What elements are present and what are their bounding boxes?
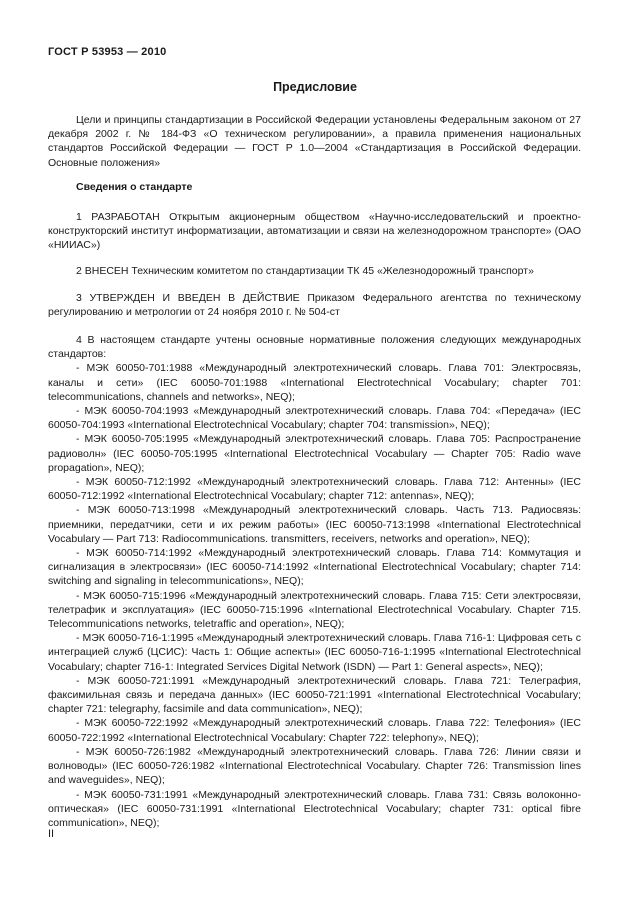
item-3-paragraph: 3 УТВЕРЖДЕН И ВВЕДЕН В ДЕЙСТВИЕ Приказом Федерального агентства по техническому регулированию и метрологии от 24 ноября 2010 г. № 504-ст	[48, 292, 581, 319]
standard-list-item: - МЭК 60050-713:1998 «Международный электротехнический словарь. Часть 713. Радиосвязь: приемники, передатчики, сети и их режим работы» (IEC 60050-713:1998 «International Electrotechnical Vocabulary — Part 713: Radiocommunications. transmitters, receivers, networks and operation», NEQ);	[48, 504, 581, 545]
standard-list-item: - МЭК 60050-715:1996 «Международный электротехнический словарь. Глава 715: Сети электросвязи, телетрафик и эксплуатация» (IEC 60050-715:1996 «International Electrotechnical Vocabulary. Chapter 715. Telecommunications networks, teletraffic and operation», NEQ);	[48, 589, 581, 631]
info-heading: Сведения о стандарте	[76, 181, 193, 193]
item-1-block	[48, 210, 581, 253]
standard-list-item: - МЭК 60050-731:1991 «Международный электротехнический словарь. Глава 731: Связь волоконно-оптическая» (IEC 60050-731:1991 «International Electrotechnical Vocabulary; chapter 731: optical fibre communication», NEQ);	[48, 788, 581, 829]
standard-list-item: - МЭК 60050-705:1995 «Международный электротехнический словарь. Глава 705: Распространение радиоволн» (IEC 60050-705:1995 «International Electrotechnical Vocabulary — Chapter 705: Radio wave propagation», NEQ);	[48, 433, 581, 474]
item-4-intro: 4 В настоящем стандарте учтены основные нормативные положения следующих международных стандартов:	[48, 334, 581, 361]
standard-list-item: - МЭК 60050-726:1982 «Международный электротехнический словарь. Глава 726: Линии связи и волноводы» (IEC 60050-726:1982 «International Electrotechnical Vocabulary. Chapter 726: Transmission lines and waveguides», NEQ);	[48, 745, 581, 787]
page-number: II	[48, 828, 55, 840]
item-3-block	[48, 291, 581, 319]
standard-list-item: - МЭК 60050-701:1988 «Международный электротехнический словарь. Глава 701: Электросвязь, каналы и сети» (IEC 60050-701:1988 «International Electrotechnical Vocabulary; chapter 701: telecommunications, channels and networks», NEQ);	[48, 362, 581, 403]
standard-list-item: - МЭК 60050-722:1992 «Международный электротехнический словарь. Глава 722: Телефония» (IEC 60050-722:1992 «International Electrotechnical Vocabulary: Chapter 722: telephony», NEQ);	[48, 717, 581, 744]
item-1-paragraph: 1 РАЗРАБОТАН Открытым акционерным обществом «Научно-исследовательский и проектно-конструкторский институт информатизации, автоматизации и связи на железнодорожном транспорте» (ОАО «НИИАС»)	[48, 211, 581, 252]
item-2-paragraph: 2 ВНЕСЕН Техническим комитетом по стандартизации ТК 45 «Железнодорожный транспорт»	[76, 265, 534, 277]
page-title: Предисловие	[273, 80, 357, 94]
standard-list-item: - МЭК 60050-716-1:1995 «Международный электротехнический словарь. Глава 716-1: Цифровая сеть с интеграцией служб (ЦСИС): Часть 1: Общие аспекты» (IEC 60050-716-1:1995 «International Electrotechnical Vocabulary; chapter 716-1: Integrated Services Digital Network (ISDN) — Part 1: General aspects», NEQ);	[48, 632, 581, 673]
intro-block	[48, 113, 581, 170]
item-4-block	[48, 333, 581, 830]
standard-list-item: - МЭК 60050-704:1993 «Международный электротехнический словарь. Глава 704: «Передача» (IEC 60050-704:1993 «International Electrotechnical Vocabulary; chapter 704: transmission», NEQ);	[48, 405, 581, 432]
standard-list-item: - МЭК 60050-721:1991 «Международный электротехнический словарь. Глава 721: Телеграфия, факсимильная связь и передача данных» (IEC 60050-721:1991 «International Electrotechnical Vocabulary; chapter 721: telegraphy, facsimile and data communication», NEQ);	[48, 674, 581, 716]
item-2-block	[48, 264, 581, 278]
standard-list-item: - МЭК 60050-714:1992 «Международный электротехнический словарь. Глава 714: Коммутация и сигнализация в электросвязи» (IEC 60050-714:1992 «International Electrotechnical Vocabulary; chapter 714: switching and signaling in telecommunications», NEQ);	[48, 547, 581, 588]
intro-paragraph: Цели и принципы стандартизации в Российской Федерации установлены Федеральным законом от 27 декабря 2002 г. № 184-ФЗ «О техническом регулировании», а правила применения национальных стандартов Российской Федерации — ГОСТ Р 1.0—2004 «Стандартизация в Российской Федерации. Основные положения»	[48, 114, 581, 169]
document-header: ГОСТ Р 53953 — 2010	[48, 46, 167, 58]
standard-list-item: - МЭК 60050-712:1992 «Международный электротехнический словарь. Глава 712: Антенны» (IEC 60050-712:1992 «International Electrotechnical Vocabulary; chapter 712: antennas», NEQ);	[48, 476, 581, 503]
